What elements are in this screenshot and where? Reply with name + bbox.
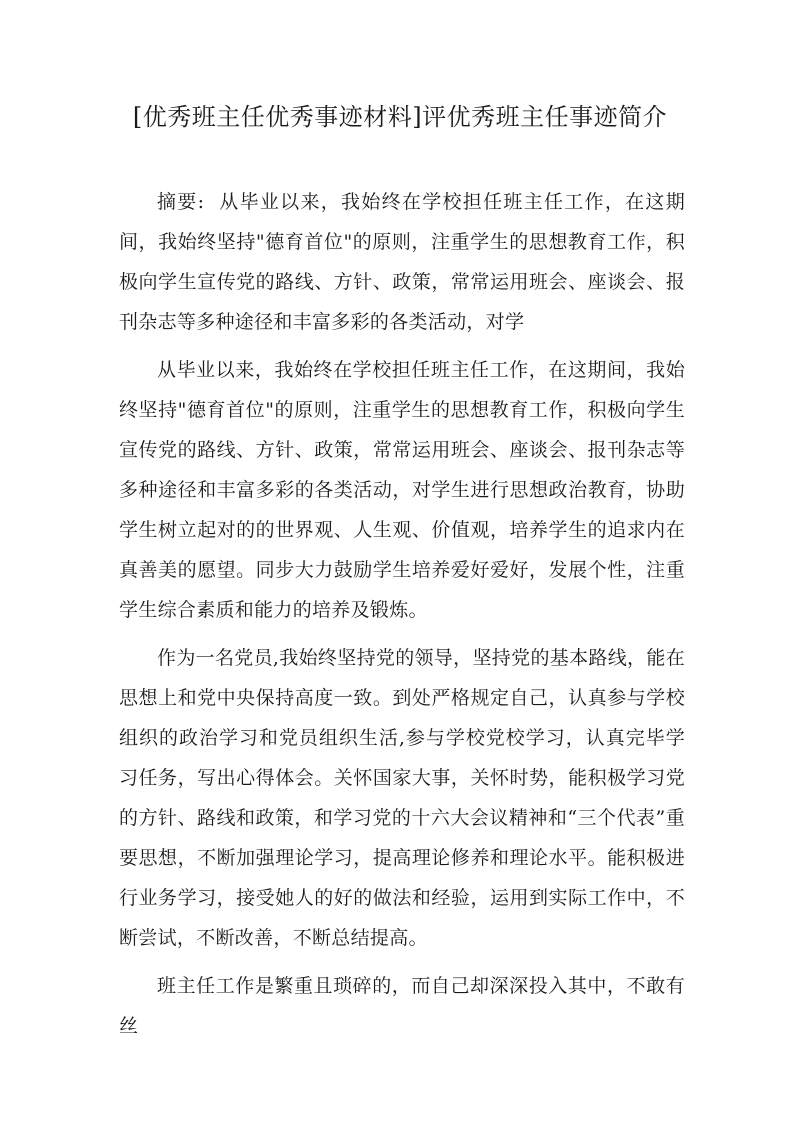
abstract-text: 从毕业以来，我始终在学校担任班主任工作，在这期间，我始终坚持"德育首位"的原则，注重学生的思想教育工作，积极向学生宣传党的路线、方针、政策，常常运用班会、座谈会、报刊杂志等多种途径和丰富多彩的各类活动，对学 [119,191,685,333]
body-paragraph-1: 从毕业以来，我始终在学校担任班主任工作，在这期间，我始终坚持"德育首位"的原则，注重学生的思想教育工作，积极向学生宣传党的路线、方针、政策，常常运用班会、座谈会、报刊杂志等多种途径和丰富多彩的各类活动，对学生进行思想政治教育，协助学生树立起对的的世界观、人生观、价值观，培养学生的追求内在真善美的愿望。同步大力鼓励学生培养爱好爱好，发展个性，注重学生综合素质和能力的培养及锻炼。 [119,359,685,621]
abstract-label: 摘要: [157,191,205,213]
body-paragraph-3: 班主任工作是繁重且琐碎的，而自己却深深投入其中，不敢有丝 [119,975,685,1037]
document-body [119,182,685,1054]
abstract-paragraph [119,182,685,342]
body-paragraph-2: 作为一名党员,我始终坚持党的领导，坚持党的基本路线，能在思想上和党中央保持高度一致。到处严格规定自己，认真参与学校组织的政治学习和党员组织生活,参与学校党校学习，认真完毕学习任务，写出心得体会。关怀国家大事，关怀时势，能积极学习党的方针、路线和政策，和学习党的十六大会议精神和“三个代表”重要思想，不断加强理论学习，提高理论修养和理论水平。能积极进行业务学习，接受她人的好的做法和经验，运用到实际工作中，不断尝试，不断改善，不断总结提高。 [119,647,685,949]
document-title: [优秀班主任优秀事迹材料]评优秀班主任事迹简介 [132,103,668,131]
